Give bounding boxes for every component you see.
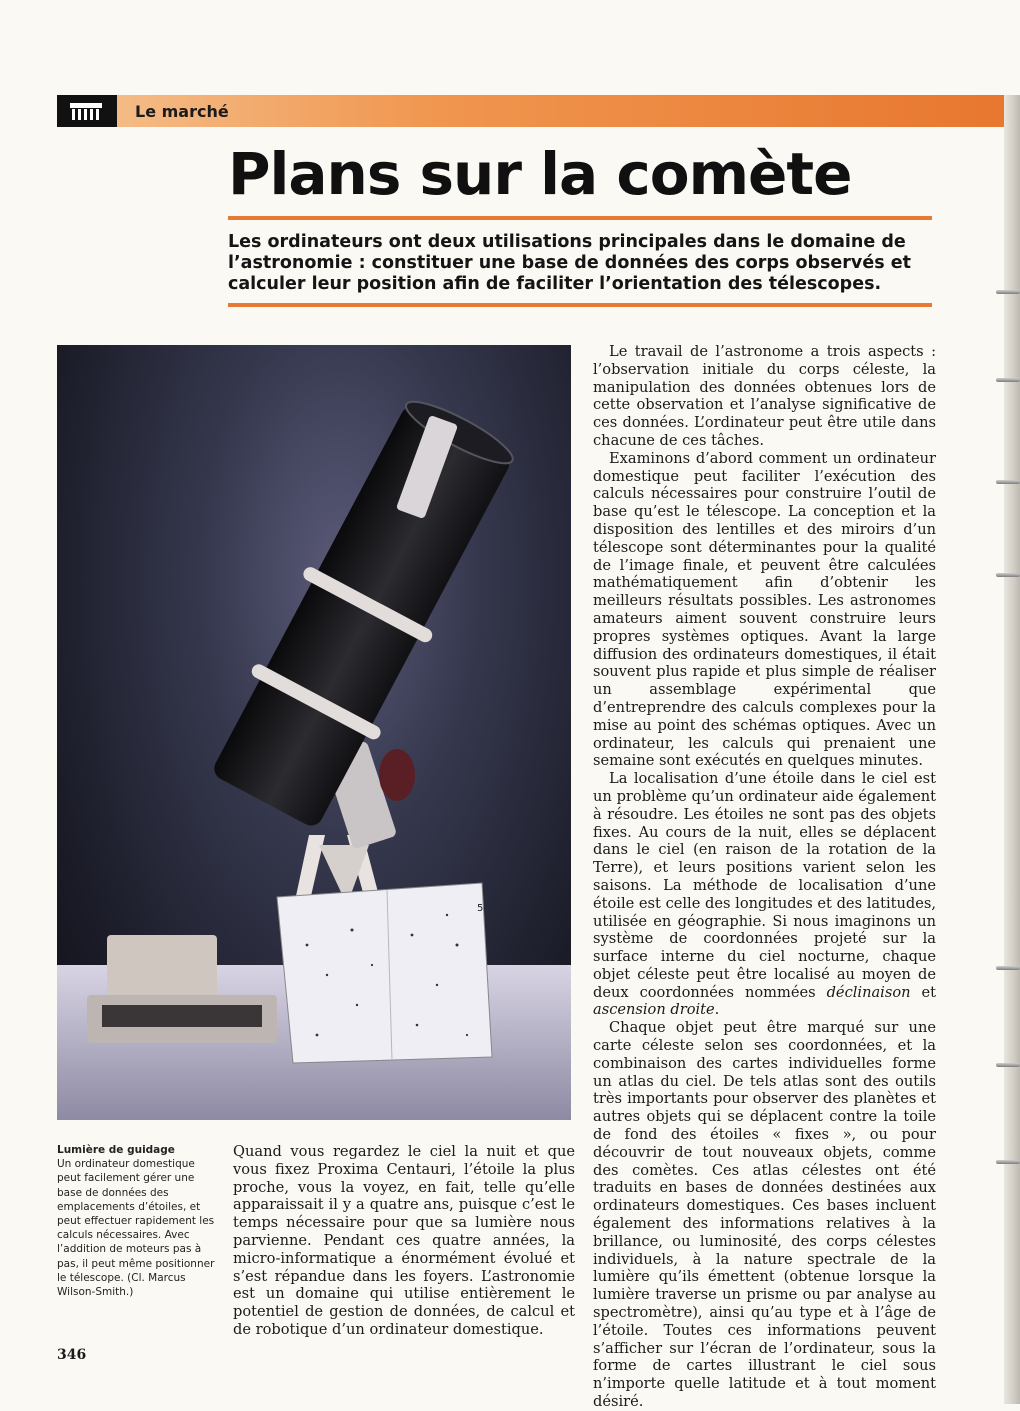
article-lead: Les ordinateurs ont deux utilisations principales dans le domaine de l’astronomie : constituer une base de données des corps observés et calculer leur position afin de faciliter l’orientation des télescopes. (228, 232, 911, 294)
lead-rule (228, 303, 932, 307)
caption-title: Lumière de guidage (57, 1144, 175, 1156)
binder-ring (996, 290, 1020, 294)
right-column (593, 343, 936, 1411)
counterweight (379, 749, 415, 801)
binder-ring (996, 573, 1020, 577)
title-rule (228, 216, 932, 220)
article-title: Plans sur la comète (228, 140, 852, 208)
term-declinaison: déclinaison (826, 983, 911, 1001)
paragraph-3-mid: et (910, 983, 937, 1001)
paragraph-1: Le travail de l’astronome a trois aspects : l’observation initiale du corps céleste, la manipulation des données obtenues lors de cette observation et l’analyse significative de ces données. L’ordinateur peut être utile dans chacune de ces tâches. (593, 343, 936, 449)
photo-caption (57, 1143, 215, 1299)
telescope-photo (57, 345, 571, 1120)
column-icon (57, 95, 117, 127)
section-header (57, 95, 1004, 127)
binder-ring (996, 1160, 1020, 1164)
binder-ring (996, 480, 1020, 484)
computer-monitor (107, 935, 217, 1005)
paragraph-3 (593, 770, 936, 1019)
caption-text: Un ordinateur domestique peut facilement gérer une base de données des emplacements d’étoiles, et peut effectuer rapidement les calculs nécessaires. Avec l’addition de moteurs pas à pas, il peut même positionner le télescope. (Cl. Marcus Wilson-Smith.) (57, 1158, 215, 1299)
binder-ring (996, 1063, 1020, 1067)
term-ascension-droite: ascension droite (593, 1001, 715, 1019)
paragraph-4: Chaque objet peut être marqué sur une carte céleste selon ses coordonnées, et la combinaison des cartes individuelles forme un atlas du ciel. De tels atlas sont des outils très importants pour observer des planètes et autres objets qui se déplacent contre la toile de fond des étoiles « fixes », ou pour découvrir de tout nouveaux objets, comme des comètes. Ces atlas célestes ont été traduits en bases de données destinées aux ordinateurs domestiques. Ces bases incluent également des informations relatives à la brillance, ou luminosité, des corps célestes individuels, à la nature spectrale de la lumière qu’ils émettent (obtenue lorsque la lumière traverse un prisme ou par analyse au spectromètre), ainsi qu’au type et à l’âge de l’étoile. Toutes ces informations peuvent s’afficher sur l’écran de l’ordinateur, sous la forme de cartes illustrant le ciel sous n’importe quelle latitude et à tout moment désiré. (593, 1019, 936, 1411)
paragraph-3-start: La localisation d’une étoile dans le ciel est un problème qu’un ordinateur aide également à résoudre. Les étoiles ne sont pas des objets fixes. Au cours de la nuit, elles se déplacent dans le ciel (en raison de la rotation de la Terre), et leurs positions varient selon les saisons. La méthode de localisation d’une étoile est celle des longitudes et des latitudes, utilisée en géographie. Si nous imaginons un système de coordonnées projeté sur la surface interne du ciel nocturne, chaque objet céleste peut être localisé au moyen de deux coordonnées nommées (593, 770, 936, 1001)
star-map (277, 883, 492, 1063)
section-icon-box (57, 95, 117, 127)
binder-ring (996, 966, 1020, 970)
section-label: Le marché (135, 102, 229, 121)
paragraph-3-end: . (714, 1001, 720, 1019)
telescope-illustration (57, 345, 571, 1120)
bottom-paragraph: Quand vous regardez le ciel la nuit et que vous fixez Proxima Centauri, l’étoile la plus proche, vous la voyez, en fait, telle qu’elle apparaissait il y a quatre ans, puisque c’est le temps nécessaire pour que sa lumière nous parvienne. Pendant ces quatre années, la micro-informatique a énormément évolué et s’est répandue dans les foyers. L’astronomie est un domaine qui utilise entièrement le potentiel de gestion de données, de calcul et de robotique d’un ordinateur domestique. (233, 1143, 575, 1338)
star-map-number: 5 (477, 903, 484, 914)
keyboard (102, 1005, 262, 1027)
binder-ring (996, 378, 1020, 382)
bottom-column (233, 1143, 575, 1339)
page-number: 346 (57, 1347, 87, 1363)
paragraph-2: Examinons d’abord comment un ordinateur domestique peut faciliter l’exécution des calculs nécessaires pour construire l’outil de base qu’est le télescope. La conception et la disposition des lentilles et des miroirs d’un télescope sont déterminantes pour la qualité de l’image finale, et peuvent être calculées mathématiquement afin d’obtenir les meilleurs résultats possibles. Les astronomes amateurs aiment souvent construire leurs propres systèmes optiques. Avant la large diffusion des ordinateurs domestiques, il était souvent plus rapide et plus simple de réaliser un assemblage expérimental que d’entreprendre des calculs complexes pour la mise au point des schémas optiques. Avec un ordinateur, les calculs qui prenaient une semaine sont exécutés en quelques minutes. (593, 449, 936, 770)
